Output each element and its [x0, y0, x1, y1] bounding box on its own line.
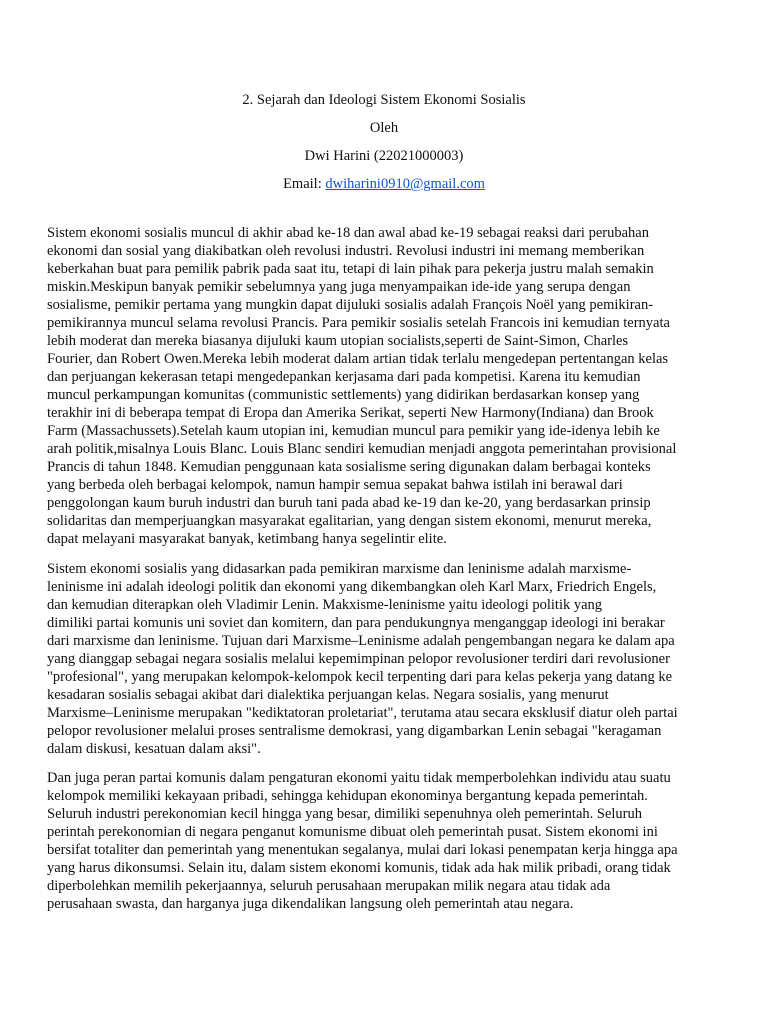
paragraph-line: kelompok memiliki kekayaan pribadi, sehingga kehidupan ekonominya bergantung kepada pemerintah. [47, 788, 648, 804]
paragraph-line: pemikirannya muncul selama revolusi Prancis. Para pemikir sosialis setelah Francois ini kemudian ternyata [47, 315, 670, 331]
paragraph-line: perusahaan swasta, dan harganya juga dikendalikan langsung oleh pemerintah atau negara. [47, 896, 574, 912]
paragraph-line: dari marxisme dan leninisme. Tujuan dari Marxisme–Leninisme adalah pengembangan negara ke dalam apa [47, 633, 675, 649]
paragraph-2 [47, 560, 723, 758]
paragraph-line: dapat melayani masyarakat banyak, ketimbang hanya segelintir elite. [47, 531, 447, 547]
paragraph-line: Fourier, dan Robert Owen.Mereka lebih moderat dalam artian tidak terlalu mengedepan pertentangan kelas [47, 351, 669, 367]
email-link[interactable]: dwiharini0910@gmail.com [325, 176, 485, 192]
paragraph-line: terakhir ini di beberapa tempat di Eropa dan Amerika Serikat, seperti New Harmony(Indiana) dan Brook [47, 405, 654, 421]
paragraph-line: dimiliki partai komunis uni soviet dan komitern, dan para pendukungnya menganggap ideologi ini berakar [47, 615, 665, 631]
paragraph-line: dan perjuangan kekerasan tetapi mengedepankan kerjasama dari pada kompetisi. Karena itu kemudian [47, 369, 641, 385]
paragraph-line: yang dianggap sebagai negara sosialis melalui kepemimpinan pelopor revolusioner terdiri dari revolusioner [47, 651, 670, 667]
paragraph-line: Dan juga peran partai komunis dalam pengaturan ekonomi yaitu tidak memperbolehkan individu atau suatu [47, 770, 671, 786]
paragraph-line: Seluruh industri perekonomian kecil hingga yang besar, dimiliki sepenuhnya oleh pemerintah. Seluruh [47, 806, 642, 822]
paragraph-line: leninisme ini adalah ideologi politik dan ekonomi yang dikembangkan oleh Karl Marx, Friedrich Engels, [47, 579, 657, 595]
author-name: Dwi Harini (22021000003) [304, 148, 464, 164]
paragraph-line: ekonomi dan sosial yang diakibatkan oleh revolusi industri. Revolusi industri ini memang memberikan [47, 243, 645, 259]
email-label: Email: [283, 176, 326, 192]
email-line [0, 170, 768, 198]
paragraph-line: perintah perekonomian di negara penganut komunisme dibuat oleh pemerintah pusat. Sistem ekonomi ini [47, 824, 658, 840]
paragraph-line: sosialisme, pemikir pertama yang mungkin dapat dijuluki sosialis adalah François Noël yang pemikiran- [47, 297, 654, 313]
paragraph-line: bersifat totaliter dan pemerintah yang menentukan segalanya, mulai dari lokasi penempatan kerja hingga apa [47, 842, 678, 858]
paragraph-line: keberkahan buat para pemilik pabrik pada saat itu, tetapi di lain pihak para pekerja justru malah semakin [47, 261, 654, 277]
paragraph-line: yang harus dikonsumsi. Selain itu, dalam sistem ekonomi komunis, tidak ada hak milik pribadi, orang tidak [47, 860, 671, 876]
document-title: 2. Sejarah dan Ideologi Sistem Ekonomi Sosialis [242, 92, 526, 108]
paragraph-3 [47, 769, 723, 913]
paragraph-1 [47, 224, 723, 548]
paragraph-line: solidaritas dan memperjuangkan masyarakat egalitarian, yang dengan sistem ekonomi, menurut mereka, [47, 513, 652, 529]
paragraph-line: muncul perkampungan komunitas (communistic settlements) yang didirikan berdasarkan konsep yang [47, 387, 640, 403]
byline-label: Oleh [369, 120, 399, 136]
paragraph-line: penggolongan kaum buruh industri dan buruh tani pada abad ke-19 dan ke-20, yang berdasarkan prinsip [47, 495, 651, 511]
paragraph-line: Prancis di tahun 1848. Kemudian penggunaan kata sosialisme sering digunakan dalam berbagai konteks [47, 459, 651, 475]
paragraph-line: Farm (Massachussets).Setelah kaum utopian ini, kemudian muncul para pemikir yang ide-idenya lebih ke [47, 423, 660, 439]
paragraph-line: diperbolehkan memilih pekerjaannya, seluruh perusahaan merupakan milik negara atau tidak ada [47, 878, 611, 894]
paragraph-line: miskin.Meskipun banyak pemikir sebelumnya yang juga menyampaikan ide-ide yang serupa dengan [47, 279, 631, 295]
paragraph-line: pelopor revolusioner melalui proses sentralisme demokrasi, yang digambarkan Lenin sebagai "keragaman [47, 723, 662, 739]
paragraph-line: kesadaran sosialis sebagai akibat dari dialektika perjuangan kelas. Negara sosialis, yang menurut [47, 687, 609, 703]
paragraph-line: lebih moderat dan mereka biasanya dijuluki kaum utopian socialists,seperti de Saint-Simon, Charles [47, 333, 629, 349]
paragraph-line: yang berbeda oleh berbagai kelompok, namun hampir semua sepakat bahwa istilah ini berawal dari [47, 477, 623, 493]
document-header [0, 86, 768, 198]
paragraph-line: dalam diskusi, kesatuan dalam aksi". [47, 741, 261, 757]
paragraph-line: "profesional", yang merupakan kelompok-kelompok kecil terpenting dari para kelas pekerja yang datang ke [47, 669, 673, 685]
paragraph-line: Sistem ekonomi sosialis yang didasarkan pada pemikiran marxisme dan leninisme adalah marxisme- [47, 561, 632, 577]
paragraph-line: dan kemudian diterapkan oleh Vladimir Lenin. Makxisme-leninisme yaitu ideologi politik yang [47, 597, 603, 613]
paragraph-line: Sistem ekonomi sosialis muncul di akhir abad ke-18 dan awal abad ke-19 sebagai reaksi dari perubahan [47, 225, 649, 241]
paragraph-line: Marxisme–Leninisme merupakan "kediktatoran proletariat", terutama atau secara eksklusif diatur oleh partai [47, 705, 678, 721]
paragraph-line: arah politik,misalnya Louis Blanc. Louis Blanc sendiri kemudian menjadi anggota pemerintahan provisional [47, 441, 677, 457]
